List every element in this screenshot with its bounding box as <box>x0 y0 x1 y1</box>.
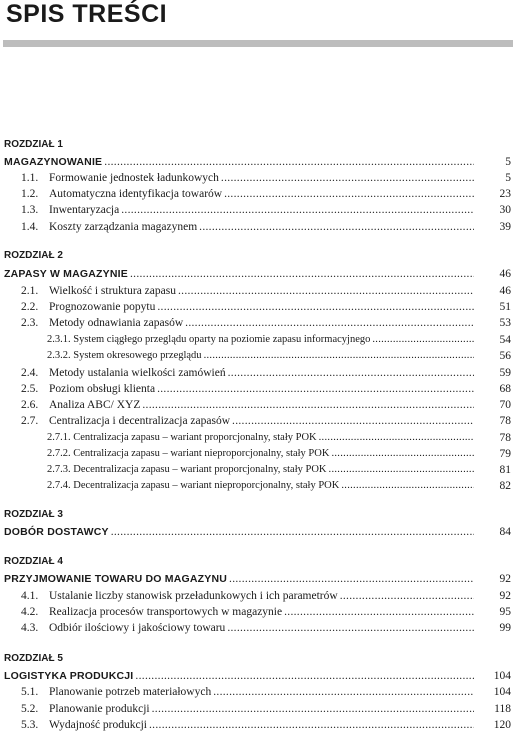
dot-leader <box>227 621 474 635</box>
dot-leader <box>152 702 474 716</box>
chapter-page-number: 104 <box>493 670 511 682</box>
dot-leader <box>224 187 474 201</box>
entry-page-number: 39 <box>499 221 511 233</box>
section-number: 1.4. <box>21 221 39 233</box>
chapter-label-text: ROZDZIAŁ 1 <box>4 139 63 150</box>
section-entry[interactable] <box>0 284 516 298</box>
section-number: 2.2. <box>21 301 39 313</box>
entry-title: Odbiór ilościowy i jakościowy towaru <box>49 622 226 634</box>
chapter-title-entry[interactable] <box>0 669 516 683</box>
entry-leader <box>49 621 474 635</box>
dot-leader <box>319 431 474 445</box>
subsection-entry[interactable] <box>0 349 516 363</box>
subsection-entry[interactable] <box>0 447 516 461</box>
entry-title: Planowanie produkcji <box>49 703 150 715</box>
entry-leader <box>47 479 474 493</box>
dot-leader <box>232 414 474 428</box>
section-entry[interactable] <box>0 589 516 603</box>
entry-title: Ustalanie liczby stanowisk przeładunkowych i ich parametrów <box>49 590 338 602</box>
entry-page-number: 30 <box>499 204 511 216</box>
entry-leader <box>47 447 474 461</box>
section-entry[interactable] <box>0 220 516 234</box>
entry-page-number: 56 <box>499 350 511 362</box>
dot-leader <box>149 718 474 732</box>
entry-page-number: 81 <box>499 464 511 476</box>
entry-page-number: 82 <box>499 480 511 492</box>
entry-page-number: 51 <box>499 301 511 313</box>
dot-leader <box>185 316 474 330</box>
entry-page-number: 54 <box>499 334 511 346</box>
entry-leader <box>49 203 474 217</box>
chapter-label-text: ROZDZIAŁ 5 <box>4 653 63 664</box>
chapter-title-entry[interactable] <box>0 572 516 586</box>
entry-title: Wydajność produkcji <box>49 719 147 731</box>
entry-page-number: 68 <box>499 383 511 395</box>
entry-leader <box>49 718 474 732</box>
entry-page-number: 59 <box>499 367 511 379</box>
chapter-title-entry[interactable] <box>0 267 516 281</box>
entry-leader <box>49 366 474 380</box>
dot-leader <box>135 669 474 683</box>
entry-leader <box>49 284 474 298</box>
dot-leader <box>284 605 474 619</box>
entry-leader <box>49 414 474 428</box>
section-number: 4.2. <box>21 606 39 618</box>
entry-leader <box>49 300 474 314</box>
section-number: 4.3. <box>21 622 39 634</box>
entry-leader <box>47 463 474 477</box>
entry-title: Formowanie jednostek ładunkowych <box>49 172 219 184</box>
section-number: 5.2. <box>21 703 39 715</box>
entry-title: 2.7.1. Centralizacja zapasu – wariant proporcjonalny, stały POK <box>47 432 317 443</box>
title-divider <box>3 40 513 47</box>
entry-title: Poziom obsługi klienta <box>49 383 156 395</box>
section-number: 5.3. <box>21 719 39 731</box>
section-number: 1.1. <box>21 172 39 184</box>
dot-leader <box>104 155 474 169</box>
chapter-title-leader <box>4 669 474 683</box>
entry-page-number: 120 <box>493 719 511 731</box>
section-entry[interactable] <box>0 398 516 412</box>
entry-page-number: 23 <box>499 188 511 200</box>
dot-leader <box>229 572 474 586</box>
section-entry[interactable] <box>0 605 516 619</box>
section-number: 1.2. <box>21 188 39 200</box>
dot-leader <box>340 589 474 603</box>
dot-leader <box>331 447 474 461</box>
dot-leader <box>329 463 474 477</box>
entry-leader <box>49 220 474 234</box>
entry-page-number: 70 <box>499 399 511 411</box>
section-number: 2.5. <box>21 383 39 395</box>
page-title: SPIS TREŚCI <box>6 0 168 28</box>
section-entry[interactable] <box>0 316 516 330</box>
dot-leader <box>157 382 474 396</box>
entry-page-number: 95 <box>499 606 511 618</box>
dot-leader <box>204 349 474 363</box>
chapter-label <box>0 138 516 152</box>
entry-title: Metody ustalania wielkości zamówień <box>49 367 226 379</box>
subsection-entry[interactable] <box>0 333 516 347</box>
section-number: 5.1. <box>21 686 39 698</box>
section-entry[interactable] <box>0 187 516 201</box>
chapter-label <box>0 249 516 263</box>
chapter-title: DOBÓR DOSTAWCY <box>4 526 109 538</box>
dot-leader <box>178 284 474 298</box>
dot-leader <box>130 267 474 281</box>
chapter-label-text: ROZDZIAŁ 4 <box>4 556 63 567</box>
subsection-entry[interactable] <box>0 479 516 493</box>
dot-leader <box>228 366 474 380</box>
dot-leader <box>121 203 474 217</box>
section-number: 4.1. <box>21 590 39 602</box>
chapter-title-entry[interactable] <box>0 155 516 169</box>
entry-page-number: 92 <box>499 590 511 602</box>
entry-leader <box>49 171 474 185</box>
chapter-page-number: 46 <box>499 268 511 280</box>
entry-title: 2.3.2. System okresowego przeglądu <box>47 350 202 361</box>
entry-title: Realizacja procesów transportowych w magazynie <box>49 606 283 618</box>
chapter-title: PRZYJMOWANIE TOWARU DO MAGAZYNU <box>4 573 228 585</box>
entry-leader <box>47 431 474 445</box>
chapter-title: MAGAZYNOWANIE <box>4 156 103 168</box>
section-number: 1.3. <box>21 204 39 216</box>
section-number: 2.6. <box>21 399 39 411</box>
subsection-entry[interactable] <box>0 463 516 477</box>
subsection-entry[interactable] <box>0 431 516 445</box>
entry-page-number: 99 <box>499 622 511 634</box>
entry-leader <box>47 333 474 347</box>
section-entry[interactable] <box>0 718 516 732</box>
section-entry[interactable] <box>0 685 516 699</box>
chapter-label <box>0 652 516 666</box>
entry-leader <box>47 349 474 363</box>
chapter-page-number: 92 <box>499 573 511 585</box>
section-entry[interactable] <box>0 203 516 217</box>
chapter-label <box>0 508 516 522</box>
section-entry[interactable] <box>0 300 516 314</box>
chapter-page-number: 5 <box>505 156 511 168</box>
chapter-title: ZAPASY W MAGAZYNIE <box>4 268 128 280</box>
chapter-title-leader <box>4 525 474 539</box>
dot-leader <box>157 300 474 314</box>
section-entry[interactable] <box>0 702 516 716</box>
dot-leader <box>199 220 474 234</box>
chapter-label-text: ROZDZIAŁ 2 <box>4 250 63 261</box>
section-entry[interactable] <box>0 621 516 635</box>
section-number: 2.4. <box>21 367 39 379</box>
dot-leader <box>221 171 474 185</box>
section-entry[interactable] <box>0 366 516 380</box>
chapter-label <box>0 555 516 569</box>
chapter-title-leader <box>4 572 474 586</box>
chapter-title: LOGISTYKA PRODUKCJI <box>4 670 134 682</box>
entry-leader <box>49 685 474 699</box>
entry-title: Planowanie potrzeb materiałowych <box>49 686 212 698</box>
section-number: 2.7. <box>21 415 39 427</box>
entry-page-number: 53 <box>499 317 511 329</box>
entry-title: Metody odnawiania zapasów <box>49 317 184 329</box>
entry-leader <box>49 187 474 201</box>
entry-title: 2.7.3. Decentralizacja zapasu – wariant proporcjonalny, stały POK <box>47 464 327 475</box>
entry-page-number: 79 <box>499 448 511 460</box>
entry-title: Inwentaryzacja <box>49 204 120 216</box>
entry-page-number: 118 <box>494 703 511 715</box>
section-entry[interactable] <box>0 171 516 185</box>
entry-leader <box>49 702 474 716</box>
chapter-label-text: ROZDZIAŁ 3 <box>4 509 63 520</box>
chapter-title-entry[interactable] <box>0 525 516 539</box>
entry-page-number: 104 <box>493 686 511 698</box>
dot-leader <box>372 333 474 347</box>
dot-leader <box>213 685 474 699</box>
entry-title: Prognozowanie popytu <box>49 301 156 313</box>
chapter-page-number: 84 <box>499 526 511 538</box>
entry-title: Centralizacja i decentralizacja zapasów <box>49 415 231 427</box>
entry-title: Koszty zarządzania magazynem <box>49 221 198 233</box>
section-number: 2.3. <box>21 317 39 329</box>
dot-leader <box>341 479 474 493</box>
dot-leader <box>142 398 474 412</box>
entry-title: 2.7.4. Decentralizacja zapasu – wariant nieproporcjonalny, stały POK <box>47 480 340 491</box>
entry-page-number: 78 <box>499 415 511 427</box>
entry-leader <box>49 382 474 396</box>
entry-title: Automatyczna identyfikacja towarów <box>49 188 223 200</box>
dot-leader <box>111 525 474 539</box>
section-entry[interactable] <box>0 382 516 396</box>
section-number: 2.1. <box>21 285 39 297</box>
section-entry[interactable] <box>0 414 516 428</box>
entry-leader <box>49 398 474 412</box>
entry-title: 2.7.2. Centralizacja zapasu – wariant nieproporcjonalny, stały POK <box>47 448 330 459</box>
chapter-title-leader <box>4 155 474 169</box>
entry-title: Wielkość i struktura zapasu <box>49 285 176 297</box>
entry-title: 2.3.1. System ciągłego przeglądu oparty na poziomie zapasu informacyjnego <box>47 334 371 345</box>
entry-leader <box>49 589 474 603</box>
chapter-title-leader <box>4 267 474 281</box>
entry-title: Analiza ABC/ XYZ <box>49 399 141 411</box>
entry-page-number: 5 <box>505 172 511 184</box>
entry-page-number: 78 <box>499 432 511 444</box>
entry-leader <box>49 316 474 330</box>
entry-page-number: 46 <box>499 285 511 297</box>
entry-leader <box>49 605 474 619</box>
